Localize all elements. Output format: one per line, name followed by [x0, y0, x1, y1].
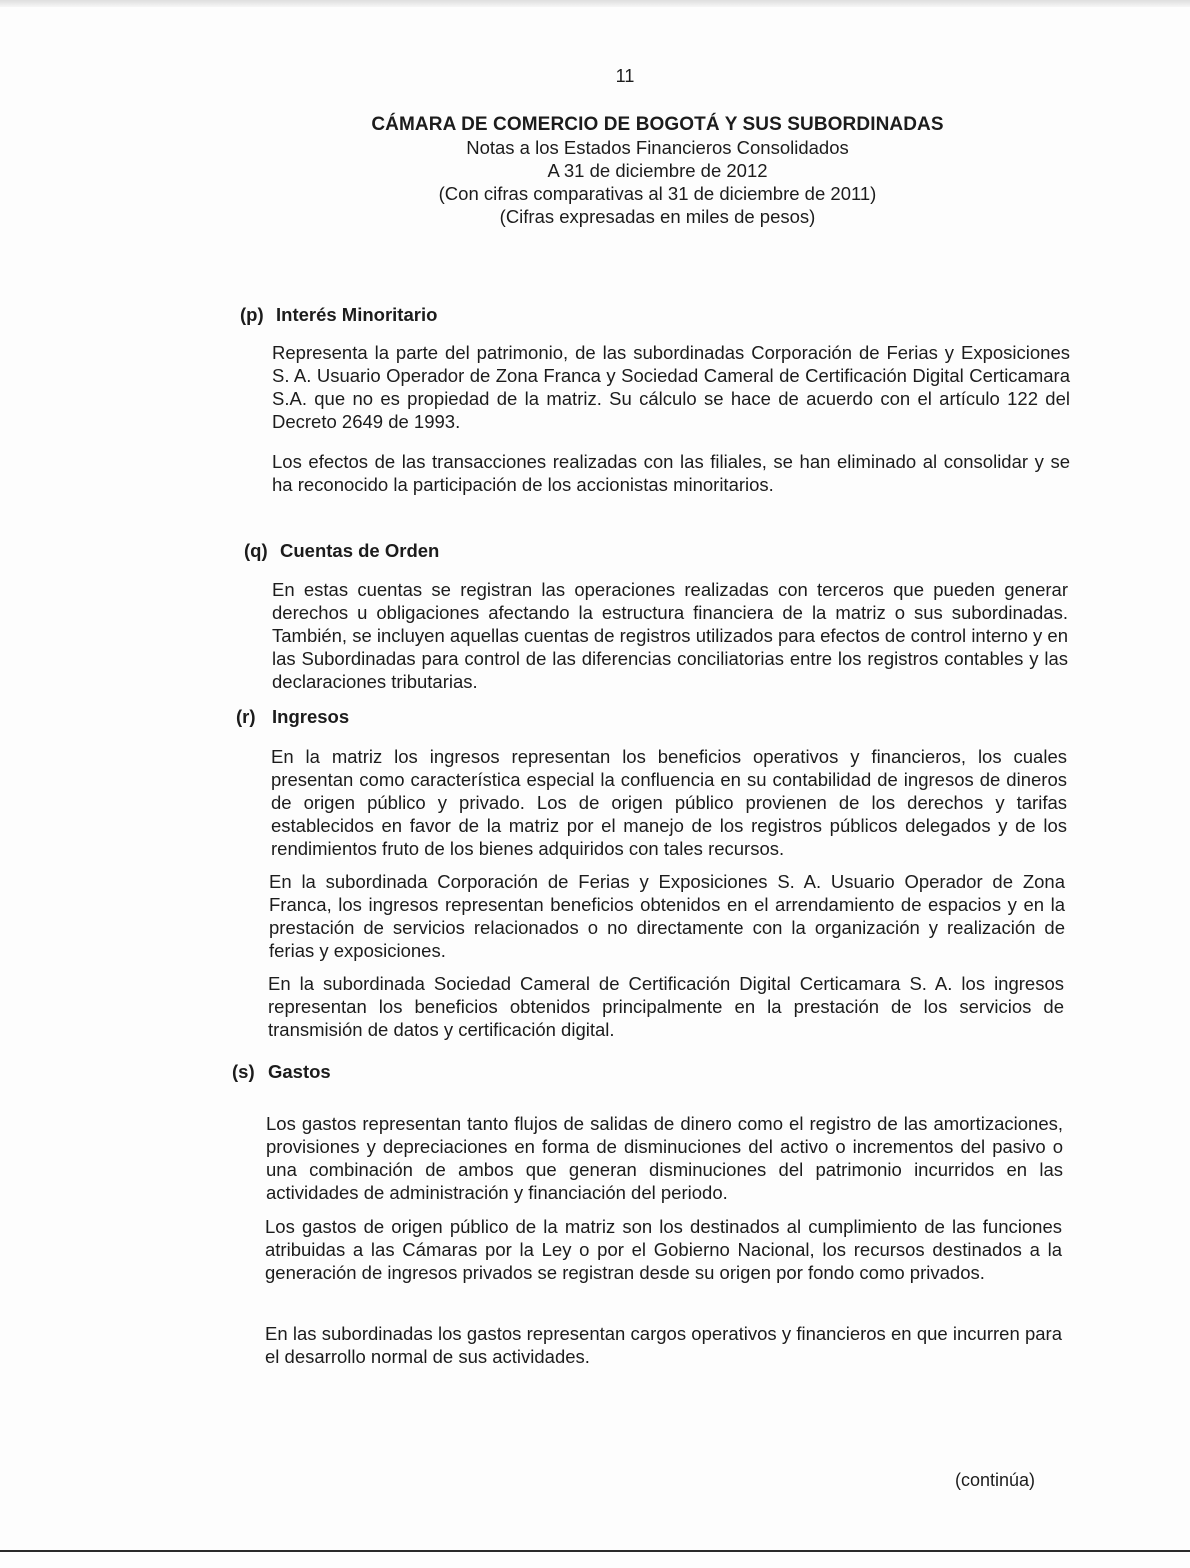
continues-note: (continúa) [955, 1470, 1036, 1490]
header-line-2: A 31 de diciembre de 2012 [547, 160, 768, 181]
header-line-3: (Con cifras comparativas al 31 de diciembre de 2011) [438, 183, 877, 204]
section-paragraph: En la matriz los ingresos representan los beneficios operativos y financieros, los cuales presentan como característica especial la confluencia en su contabilidad de ingresos de dineros de origen público y privado. Los de origen público provienen de los derechos y tarifas establecidos en favor de la matriz por el manejo de los registros públicos delegados y de los rendimientos fruto de los bienes adquiridos con tales recursos. [271, 746, 1067, 859]
section-letter: (r) [236, 706, 256, 727]
section-title: Cuentas de Orden [280, 540, 440, 561]
section-paragraph: Los gastos de origen público de la matriz son los destinados al cumplimiento de las funciones atribuidas a las Cámaras por la Ley o por el Gobierno Nacional, los recursos destinados a la generación de ingresos privados se registran desde su origen por fondo como privados. [265, 1216, 1062, 1283]
section-heading-p [240, 304, 437, 326]
section-paragraph: Los efectos de las transacciones realizadas con las filiales, se han eliminado al consolidar y se ha reconocido la participación de los accionistas minoritarios. [272, 451, 1070, 495]
header-line-4: (Cifras expresadas en miles de pesos) [499, 206, 816, 227]
section-paragraph: En la subordinada Corporación de Ferias y Exposiciones S. A. Usuario Operador de Zona Franca, los ingresos representan beneficios obtenidos en el arrendamiento de espacios y en la prestación de servicios relacionados o no directamente con la organización y realización de ferias y exposiciones. [269, 871, 1065, 961]
section-paragraph: Representa la parte del patrimonio, de las subordinadas Corporación de Ferias y Exposiciones S. A. Usuario Operador de Zona Franca y Sociedad Cameral de Certificación Digital Certicamara S.A. que no es propiedad de la matriz. Su cálculo se hace de acuerdo con el artículo 122 del Decreto 2649 de 1993. [272, 342, 1070, 432]
organization-title: CÁMARA DE COMERCIO DE BOGOTÁ Y SUS SUBORDINADAS [371, 114, 944, 135]
section-letter: (p) [240, 304, 264, 325]
page-number: 11 [615, 66, 635, 86]
section-paragraph: En estas cuentas se registran las operaciones realizadas con terceros que pueden generar derechos u obligaciones afectando la estructura financiera de la matriz o sus subordinadas. También, se incluyen aquellas cuentas de registros utilizados para efectos de control interno y en las Subordinadas para control de las diferencias conciliatorias entre los registros contables y las declaraciones tributarias. [272, 579, 1068, 692]
section-letter: (q) [244, 540, 268, 561]
section-heading-r [236, 706, 349, 728]
section-title: Interés Minoritario [276, 304, 438, 325]
section-heading-s [232, 1061, 331, 1083]
section-letter: (s) [232, 1061, 255, 1082]
section-paragraph: Los gastos representan tanto flujos de salidas de dinero como el registro de las amortizaciones, provisiones y depreciaciones en forma de disminuciones del activo o incrementos del pasivo o una combinación de ambos que generan disminuciones del patrimonio incurridos en las actividades de administración y financiación del periodo. [266, 1113, 1063, 1203]
section-paragraph: En la subordinada Sociedad Cameral de Certificación Digital Certicamara S. A. los ingresos representan los beneficios obtenidos principalmente en la prestación de los servicios de transmisión de datos y certificación digital. [268, 973, 1064, 1040]
header-line-1: Notas a los Estados Financieros Consolidados [466, 137, 849, 158]
section-title: Ingresos [272, 706, 350, 727]
scan-edge [0, 0, 1190, 7]
section-title: Gastos [268, 1061, 331, 1082]
section-heading-q [244, 540, 439, 562]
section-paragraph: En las subordinadas los gastos representan cargos operativos y financieros en que incurren para el desarrollo normal de sus actividades. [265, 1323, 1062, 1367]
footer-rule [0, 1550, 1190, 1552]
document-header [300, 113, 1015, 228]
